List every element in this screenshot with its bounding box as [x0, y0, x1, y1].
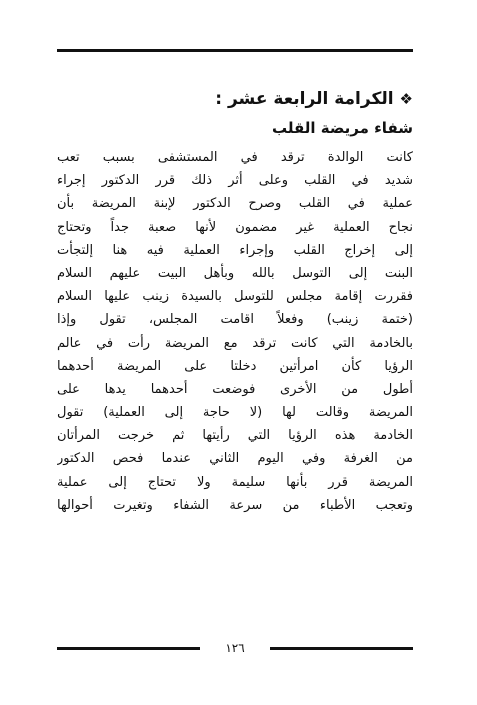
body-text — [57, 146, 413, 517]
footer-rule-left — [57, 647, 200, 650]
text-line: أطول من الأخرى فوضعت أحدهما يدها على — [57, 381, 413, 397]
footer-rule-right — [270, 647, 413, 650]
section-heading — [57, 86, 413, 112]
text-line: نجاح العملية غير مضمون لأنها صعبة جداً وتحتاج — [57, 219, 413, 235]
text-line: الخادمة هذه الرؤيا التي رأيتها ثم خرجت المرأتان — [57, 428, 413, 444]
text-line: بالخادمة التي كانت ترقد مع المريضة رأت في عالم — [57, 335, 413, 351]
diamond-bullet-icon: ❖ — [399, 90, 413, 108]
text-line: شديد في القلب وعلى أثر ذلك قرر الدكتور إجراء — [57, 173, 413, 189]
page-content — [57, 86, 413, 517]
text-line: المريضة قرر بأنها سليمة ولا تحتاج إلى عملية — [57, 474, 413, 490]
text-line: البنت إلى التوسل بالله وبأهل البيت عليهم السلام — [57, 265, 413, 281]
text-line: (ختمة زينب) وفعلاً اقامت المجلس، تقول وإذا — [57, 312, 413, 328]
text-line: كانت الوالدة ترقد في المستشفى بسبب تعب — [57, 150, 413, 165]
text-line: وتعجب الأطباء من سرعة الشفاء وتغيرت أحوالها — [57, 497, 413, 513]
section-heading-text: الكرامة الرابعة عشر : — [215, 89, 394, 109]
text-line: المريضة وقالت لها (لا حاجة إلى العملية) تقول — [57, 405, 413, 421]
top-rule — [57, 49, 413, 52]
text-line: فقررت إقامة مجلس للتوسل بالسيدة زينب عليها السلام — [57, 289, 413, 305]
page-footer — [57, 640, 413, 656]
section-subheading: شفاء مريضة القلب — [272, 119, 413, 137]
page-number: ١٢٦ — [225, 641, 245, 655]
text-line: الرؤيا كأن امرأتين دخلتا على المريضة أحدهما — [57, 358, 413, 374]
text-line: من الغرفة وفي اليوم الثاني عندما فحص الدكتور — [57, 451, 413, 467]
text-line: عملية في القلب وصرح الدكتور لإبنة المريضة بأن — [57, 196, 413, 212]
text-line: إلى إخراج القلب وإجراء العملية فيه هنا إلتجأت — [57, 242, 413, 258]
